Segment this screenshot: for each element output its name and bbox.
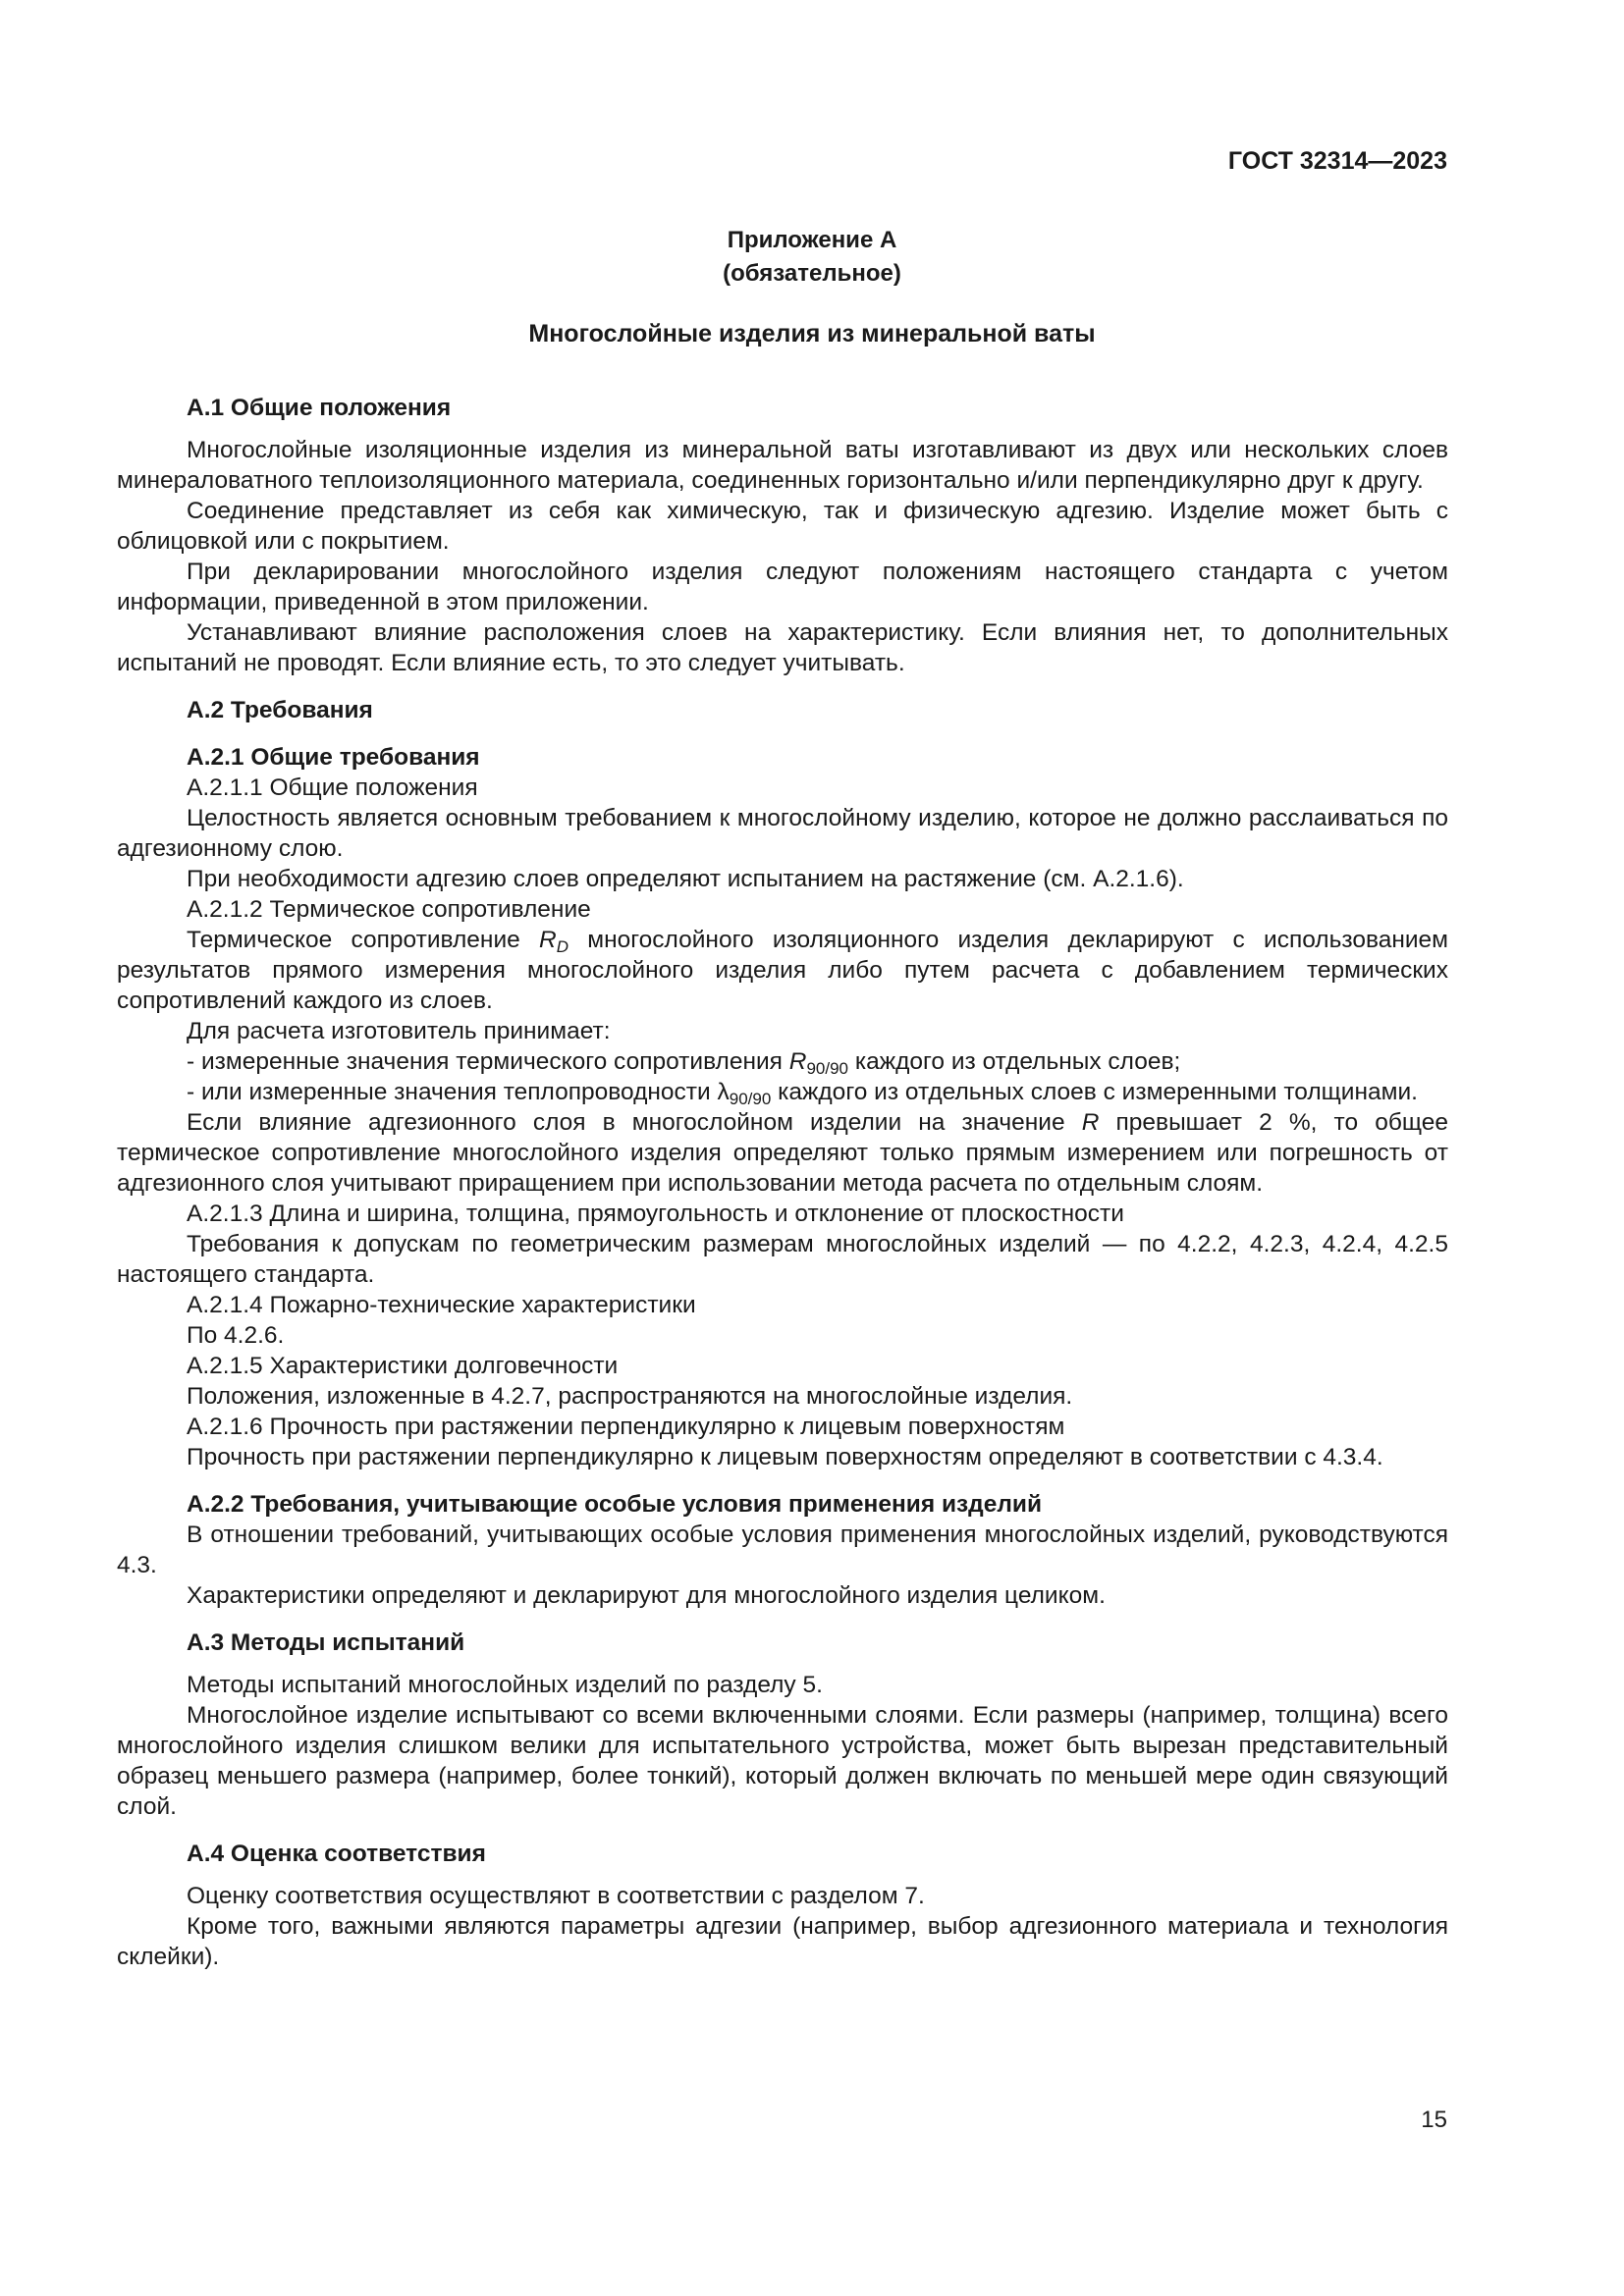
clause-a214-title: А.2.1.4 Пожарно-технические характеристики [187,1292,696,1318]
subsection-a22-heading: А.2.2 Требования, учитывающие особые условия применения изделий [187,1491,1043,1518]
paragraph: Требования к допускам по геометрическим размерам многослойных изделий — по 4.2.2, 4.2.3, 4.2.4, 4.2.5 настоящего стандарта. [117,1231,1448,1288]
clause-a213-title: А.2.1.3 Длина и ширина, толщина, прямоугольность и отклонение от плоскостности [187,1201,1124,1227]
paragraph: Устанавливают влияние расположения слоев на характеристику. Если влияния нет, то дополнительных испытаний не проводят. Если влияние есть, то это следует учитывать. [117,619,1448,676]
paragraph: По 4.2.6. [187,1322,285,1349]
document-title: Многослойные изделия из минеральной ваты [528,320,1096,347]
annex-heading [0,224,1624,291]
page-number: 15 [1421,2107,1447,2133]
paragraph: Характеристики определяют и декларируют для многослойного изделия целиком. [187,1582,1106,1609]
paragraph: При необходимости адгезию слоев определяют испытанием на растяжение (см. А.2.1.6). [187,866,1184,892]
clause-a215-title: А.2.1.5 Характеристики долговечности [187,1353,619,1379]
paragraph: В отношении требований, учитывающих особые условия применения многослойных изделий, руководствуются 4.3. [117,1522,1448,1578]
document-body [117,393,1448,1972]
paragraph: Прочность при растяжении перпендикулярно к лицевым поверхностям определяют в соответствии с 4.3.4. [187,1444,1383,1470]
symbol-r: R [539,927,557,953]
paragraph-thermal-resistance: Термическое сопротивление $R_D$ многослойного изоляционного изделия декларируют с использованием результатов прямого измерения многослойного изделия либо путем расчета с добавлением термических сопротивлений каждого из слоев. [117,927,1448,1014]
paragraph: Соединение представляет из себя как химическую, так и физическую адгезию. Изделие может быть с облицовкой или с покрытием. [117,498,1448,555]
standard-number: ГОСТ 32314—2023 [1227,147,1447,175]
section-a1-heading: А.1 Общие положения [187,395,452,421]
list-item: - измеренные значения термического сопротивления $R_{90/90}$ каждого из отдельных слоев; [187,1048,1181,1078]
list-item: - или измеренные значения теплопроводности $\lambda_{90/90}$ каждого из отдельных слоев с измеренными толщинами. [187,1079,1418,1108]
subsection-a21-heading: А.2.1 Общие требования [187,744,480,771]
paragraph: Целостность является основным требованием к многослойному изделию, которое не должно расслаиваться по адгезионному слою. [117,805,1448,862]
paragraph: Положения, изложенные в 4.2.7, распространяются на многослойные изделия. [187,1383,1073,1410]
section-a3-heading: А.3 Методы испытаний [187,1629,465,1656]
paragraph: Если влияние адгезионного слоя в многослойном изделии на значение R превышает 2 %, то общее термическое сопротивление многослойного изделия определяют только прямым измерением или погрешность от адгезионного слоя учитывают приращением при использовании метода расчета по отдельным слоям. [117,1109,1449,1197]
clause-a216-title: А.2.1.6 Прочность при растяжении перпендикулярно к лицевым поверхностям [187,1414,1065,1440]
annex-title: Приложение А [727,227,897,253]
paragraph: Для расчета изготовитель принимает: [187,1018,611,1044]
paragraph: Многослойные изоляционные изделия из минеральной ваты изготавливают из двух или нескольких слоев минераловатного теплоизоляционного материала, соединенных горизонтально и/или перпендикулярно друг к другу. [117,437,1448,494]
annex-status: (обязательное) [723,260,901,287]
paragraph: Методы испытаний многослойных изделий по разделу 5. [187,1672,823,1698]
clause-a211-title: А.2.1.1 Общие положения [187,774,478,801]
paragraph: Кроме того, важными являются параметры адгезии (например, выбор адгезионного материала и технология склейки). [117,1913,1448,1970]
paragraph: Оценку соответствия осуществляют в соответствии с разделом 7. [187,1883,925,1909]
clause-a212-title: А.2.1.2 Термическое сопротивление [187,896,591,923]
paragraph: При декларировании многослойного изделия следуют положениям настоящего стандарта с учетом информации, приведенной в этом приложении. [117,559,1448,615]
section-a2-heading: А.2 Требования [187,697,373,723]
section-a4-heading: А.4 Оценка соответствия [187,1841,486,1867]
paragraph: Многослойное изделие испытывают со всеми включенными слоями. Если размеры (например, толщина) всего многослойного изделия слишком велики для испытательного устройства, может быть вырезан представительный образец меньшего размера (например, более тонкий), который должен включать по меньшей мере один связующий слой. [117,1702,1448,1820]
